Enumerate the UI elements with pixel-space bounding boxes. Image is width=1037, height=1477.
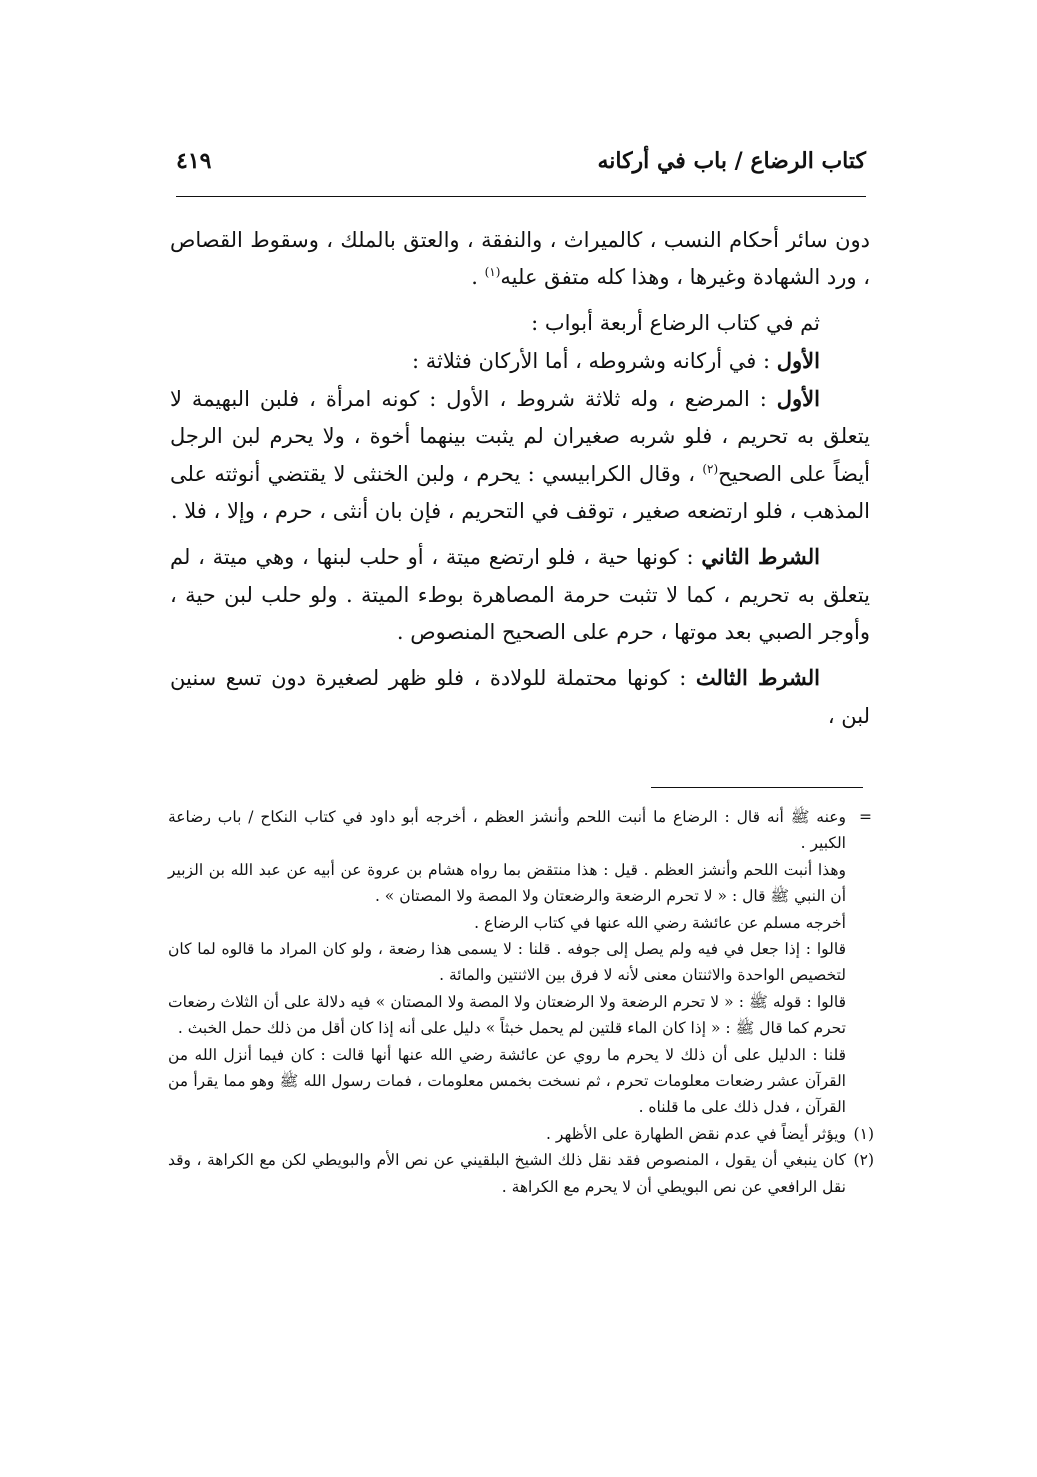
- footnote-paragraph: قالوا : إذا جعل في فيه ولم يصل إلى جوفه . قلنا : لا يسمى هذا رضعة ، ولو كان المراد ما قالوه لما كان لتخصيص الواحدة والاثنتان معنى لأنه لا فرق بين الاثنتين والمائة .: [168, 940, 846, 985]
- main-text: [170, 222, 870, 735]
- paragraph-3: الأول : في أركانه وشروطه ، أما الأركان فثلاثة :: [412, 347, 820, 373]
- paragraph-5: الشرط الثاني : كونها حية ، فلو ارتضع ميتة ، أو حلب لبنها ، وهي ميتة ، لم يتعلق به تحريم ، كما لا تثبت حرمة المصاهرة بوطء الميتة . ولو حلب لبن حية ، وأوجر الصبي بعد موتها ، حرم على الصحيح المنصوص .: [170, 544, 870, 644]
- paragraph-2: ثم في كتاب الرضاع أربعة أبواب :: [531, 310, 820, 335]
- footnote-number: (٢): [853, 1151, 874, 1170]
- running-title: كتاب الرضاع / باب في أركانه: [597, 148, 866, 174]
- footnotes: [168, 804, 874, 1200]
- footnote-paragraph: وهذا أنبت اللحم وأنشز العظم . قيل : هذا منتقض بما رواه هشام بن عروة عن أبيه عن عبد الله بن الزبير أن النبي ﷺ قال : « لا تحرم الرضعة والرضعتان ولا المصة ولا المصتان » .: [168, 860, 846, 906]
- paragraph-6: الشرط الثالث : كونها محتملة للولادة ، فلو ظهر لصغيرة دون تسع سنين لبن ،: [170, 665, 870, 728]
- paragraph-1: دون سائر أحكام النسب ، كالميراث ، والنفقة ، والعتق بالملك ، وسقوط القصاص ، ورد الشهادة وغيرها ، وهذا كله متفق عليه$^{(١)}$ .: [170, 228, 870, 290]
- footnote-separator: [651, 787, 863, 788]
- lead-word: الشرط الثاني: [701, 544, 820, 570]
- footnote-ref-1[interactable]: (١): [484, 265, 501, 280]
- lead-word: الأول: [776, 386, 820, 412]
- footnote-number: (١): [853, 1124, 874, 1143]
- page-header: [176, 148, 866, 188]
- footnote-paragraph: قالوا : قوله ﷺ : « لا تحرم الرضعة ولا الرضعتان ولا المصة ولا المصتان » فيه دلالة على أن الثلاث رضعات تحرم كما قال ﷺ : « إذا كان الماء قلتين لم يحمل خبثاً » دليل على أنه إذا كان أقل من ذلك حمل الخبث .: [168, 992, 846, 1038]
- footnote-continuation: = وعنه ﷺ أنه قال : الرضاع ما أنبت اللحم وأنشز العظم ، أخرجه أبو داود في كتاب النكاح / باب رضاعة الكبير .: [168, 804, 874, 857]
- footnote-2: (٢) كان ينبغي أن يقول ، المنصوص فقد نقل ذلك الشيخ البلقيني عن نص الأم والبويطي لكن مع الكراهة ، وقد نقل الرافعي عن نص البويطي أن لا يحرم مع الكراهة .: [168, 1147, 874, 1200]
- paragraph-4: الأول : المرضع ، وله ثلاثة شروط ، الأول : كونه امرأة ، فلبن البهيمة لا يتعلق به تحريم ، فلو شربه صغيران لم يثبت بينهما أخوة ، ولا يحرم لبن الرجل أيضاً على الصحيح$^{(٢)}$ ، وقال الكرابيسي : يحرم ، ولبن الخنثى لا يقتضي أنوثته على المذهب ، فلو ارتضعه صغير ، توقف في التحريم ، فإن بان أنثى ، حرم ، وإلا ، فلا .: [170, 386, 870, 524]
- footnote-ref-2[interactable]: (٢): [702, 461, 719, 476]
- header-rule: [176, 196, 866, 197]
- footnote-1: (١) ويؤثر أيضاً في عدم نقض الطهارة على الأظهر .: [168, 1121, 874, 1147]
- lead-word: الشرط الثالث: [695, 665, 821, 691]
- lead-word: الأول: [776, 347, 820, 373]
- footnote-paragraph: أخرجه مسلم عن عائشة رضي الله عنها في كتاب الرضاع .: [474, 913, 846, 932]
- footnote-paragraph: قلنا : الدليل على أن ذلك لا يحرم ما روي عن عائشة رضي الله عنها أنها قالت : كان فيما أنزل الله من القرآن عشر رضعات معلومات تحرم ، ثم نسخت بخمس معلومات ، فمات رسول الله ﷺ وهو مما يقرأ من القرآن ، فدل ذلك على ما قلناه .: [168, 1045, 846, 1117]
- continuation-marker: =: [859, 808, 872, 826]
- page-number: ٤١٩: [176, 148, 212, 174]
